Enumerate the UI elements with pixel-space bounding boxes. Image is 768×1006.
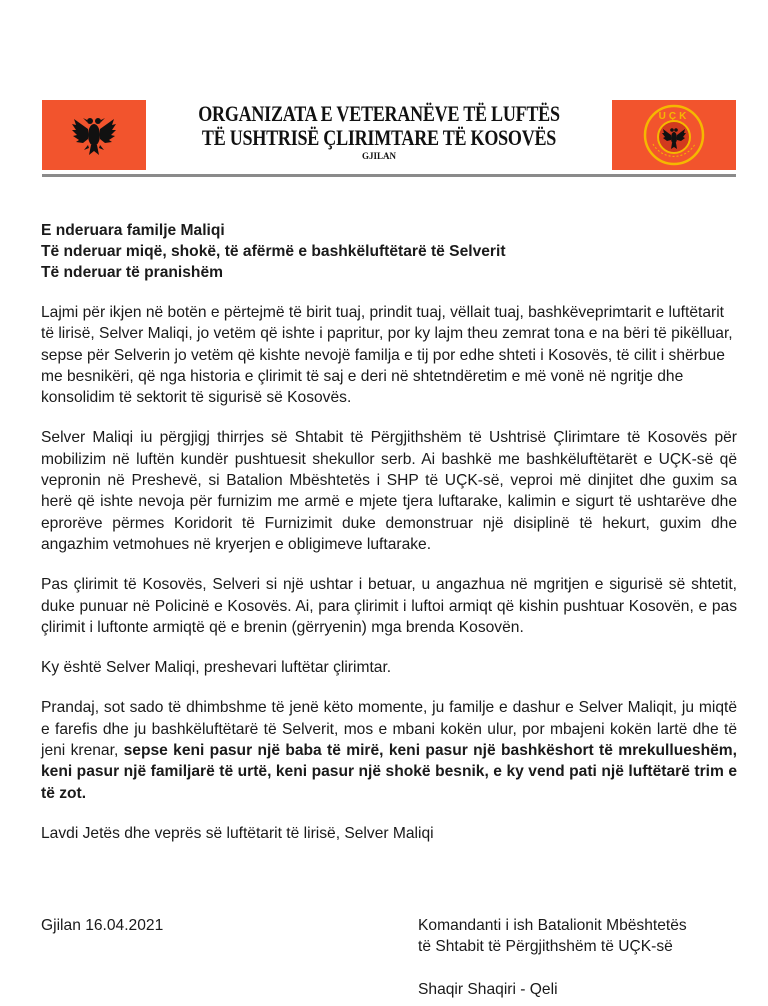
paragraph: Selver Maliqi iu përgjigj thirrjes së Shtabit të Përgjithshëm të Ushtrisë Çlirimtare të Kosovës për mobilizim në luftën kundër pushtuesit shekullor serb. Ai bashkë me bashkëluftëtarët e UÇK-së që vepronin në Preshevë, si Batalion Mbështetës i SHP të UÇK-së, veproi më dinjitet dhe guxim sa herë që ishte nevoja për furnizim me armë e mjete tjera luftarake, kalimin e sigurt të ushtarëve dhe eprorëve përmes Koridorit të Furnizimit duke demonstruar një disiplinë të hekurt, guxim dhe angazhim vetmohues në kryerjen e obligimeve luftarake. (41, 429, 737, 553)
uck-flag (612, 100, 736, 170)
closing-paragraph (41, 697, 737, 803)
closing-text: Prandaj, sot sado të dhimbshme të jenë këto momente, ju familje e dashur e Selver Maliqit, ju miqtë e farefis dhe ju bashkëluftëtarë të Selverit, mos e mbani kokën ulur, por mbajeni kokën lartë dhe të jeni krenar, (41, 699, 737, 760)
title-line-1: ORGANIZATA E VETERANËVE TË LUFTËS (198, 101, 560, 126)
salutation (41, 220, 737, 283)
place-date: Gjilan 16.04.2021 (41, 917, 164, 934)
salutation-line: Të nderuar të pranishëm (41, 264, 223, 281)
signature-block (418, 915, 687, 1000)
letter-body (41, 220, 737, 863)
closing-text-bold: sepse keni pasur një baba të mirë, keni pasur një bashkëshort të mrekullueshëm, keni pasur një familjarë të urtë, keni pasur një shokë besnik, e ky vend pati një luftëtarë trim e të zot. (41, 742, 737, 802)
title-line-2: TË USHTRISË ÇLIRIMTARE TË KOSOVËS (201, 125, 557, 150)
signature-title-line: të Shtabit të Përgjithshëm të UÇK-së (418, 938, 673, 956)
salutation-line: E nderuara familje Maliqi (41, 222, 225, 239)
signature-name: Shaqir Shaqiri - Qeli (418, 980, 558, 998)
paragraph: Ky është Selver Maliqi, preshevari luftëtar çlirimtar. (41, 659, 392, 677)
double-headed-eagle-icon (71, 111, 117, 159)
organization-title (152, 102, 606, 162)
header-separator (42, 174, 736, 177)
letterhead (42, 100, 736, 172)
paragraph: Pas çlirimit të Kosovës, Selveri si një ushtar i betuar, u angazhua në mgritjen e sigurisë së shtetit, duke punuar në Policinë e Kosovës. Ai, para çlirimit i luftoi armiqt që kishin pushtuar Kosovën, e pas çlirimit i luftonte armiqtë që e brenin (gërryenin) mga brenda Kosovën. (41, 576, 737, 636)
tribute-line: Lavdi Jetës dhe veprës së luftëtarit të lirisë, Selver Maliqi (41, 824, 434, 842)
uck-emblem-icon (643, 104, 705, 166)
title-city: GJILAN (361, 151, 396, 161)
signature-title-line: Komandanti i ish Batalionit Mbështetës (418, 917, 687, 934)
albanian-flag (42, 100, 146, 170)
uck-emblem-text: UÇK (658, 111, 690, 122)
salutation-line: Të nderuar miqë, shokë, të afërmë e bashkëluftëtarë të Selverit (41, 243, 506, 260)
paragraph: Lajmi për ikjen në botën e përtejmë të birit tuaj, prindit tuaj, vëllait tuaj, bashkëveprimtarit e luftëtarit të lirisë, Selver Maliqi, jo vetëm që ishte i papritur, por ky lajm theu zemrat tona e na bëri të pikëlluar, sepse për Selverin jo vetëm që kishte nevojë familja e tij por edhe shteti i Kosovës, të cilit i shërbue me besnikëri, që nga historia e çlirimit të saj e deri në shtetndëretim e më vonë në ngritje dhe konsolidim të sektorit të sigurisë së Kosovës. (41, 304, 733, 407)
